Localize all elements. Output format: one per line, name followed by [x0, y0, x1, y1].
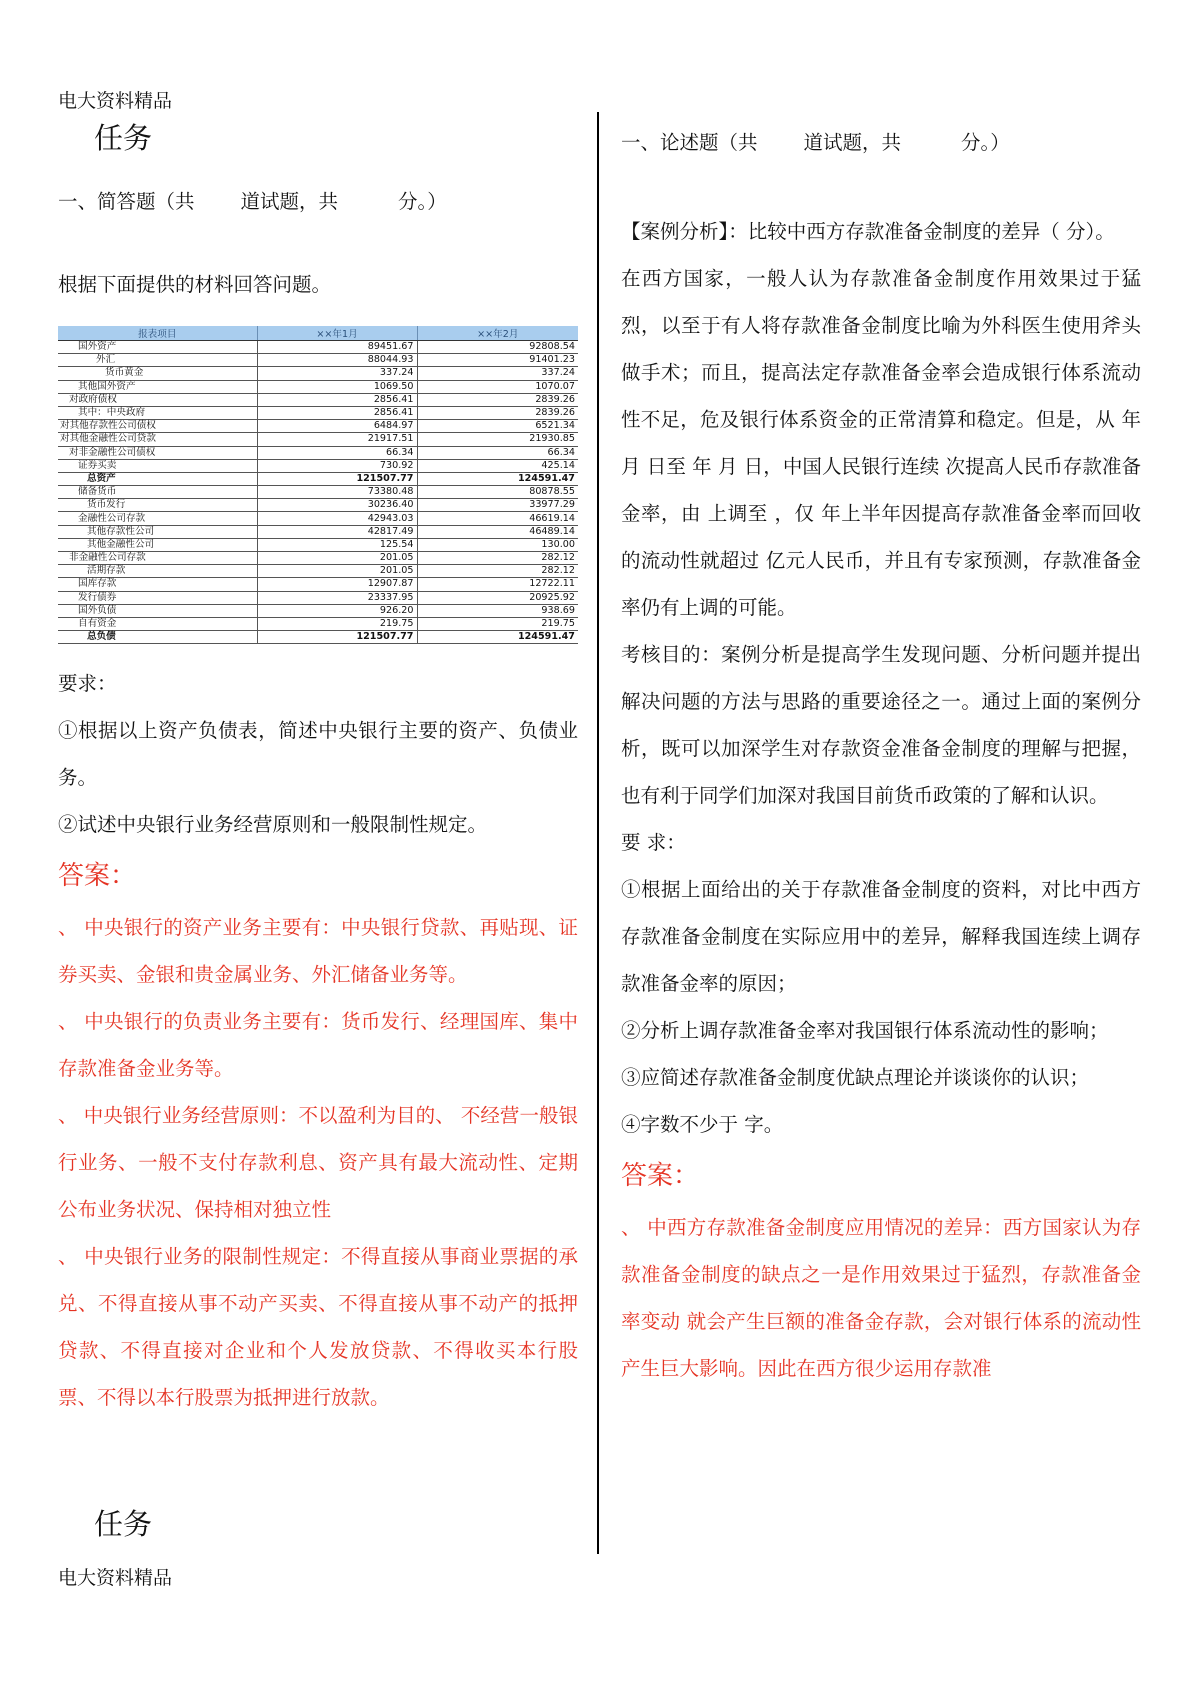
- right-column: [621, 119, 1141, 1392]
- row-value-feb: 2839.26: [417, 406, 578, 419]
- table-header-feb: ××年2月: [417, 326, 578, 341]
- table-row: [58, 420, 578, 433]
- row-value-jan: 121507.77: [257, 472, 417, 485]
- row-label: 货币发行: [58, 499, 257, 512]
- row-label: 证券买卖: [58, 459, 257, 472]
- page-header: 电大资料精品: [58, 90, 173, 112]
- row-value-feb: 124591.47: [417, 631, 578, 644]
- table-header-item: 报表项目: [58, 326, 257, 341]
- row-value-feb: 425.14: [417, 459, 578, 472]
- heading-part: 分。）: [961, 131, 1010, 154]
- answer-1: 、 中央银行的资产业务主要有：中央银行贷款、再贴现、证券买卖、金银和贵金属业务、外汇储备业务等。: [58, 916, 578, 987]
- row-value-jan: 2856.41: [257, 393, 417, 406]
- row-value-feb: 91401.23: [417, 354, 578, 367]
- row-value-jan: 42943.03: [257, 512, 417, 525]
- row-label: 其他存款性公司: [58, 525, 257, 538]
- row-value-jan: 201.05: [257, 565, 417, 578]
- row-label: 国库存款: [58, 578, 257, 591]
- row-value-jan: 30236.40: [257, 499, 417, 512]
- row-label: 总资产: [58, 472, 257, 485]
- heading-part: 一、论述题（共: [621, 131, 758, 154]
- requirement-4: ④字数不少于 字。: [621, 1113, 784, 1136]
- table-row: [58, 367, 578, 380]
- table-row: [58, 446, 578, 459]
- row-value-jan: 66.34: [257, 446, 417, 459]
- row-label: 对其他存款性公司债权: [58, 420, 257, 433]
- table-row: [58, 433, 578, 446]
- heading-part: 道试题，共: [240, 190, 339, 213]
- row-label: 发行债券: [58, 591, 257, 604]
- row-value-feb: 337.24: [417, 367, 578, 380]
- row-label: 国外负债: [58, 604, 257, 617]
- row-value-feb: 1070.07: [417, 380, 578, 393]
- heading-part: 分。）: [398, 190, 447, 213]
- table-row: [58, 393, 578, 406]
- page-footer: 电大资料精品: [58, 1567, 173, 1589]
- table-row: [58, 578, 578, 591]
- table-row: [58, 512, 578, 525]
- row-value-feb: 6521.34: [417, 420, 578, 433]
- row-value-feb: 219.75: [417, 617, 578, 630]
- row-label: 其中：中央政府: [58, 406, 257, 419]
- requirements-label: 要 求：: [621, 831, 686, 854]
- table-row: [58, 341, 578, 354]
- row-value-jan: 125.54: [257, 538, 417, 551]
- answer-3: 、 中央银行业务经营原则：不以盈利为目的、 不经营一般银行业务、一般不支付存款利息、资产具有最大流动性、定期公布业务状况、保持相对独立性: [58, 1104, 578, 1222]
- task-title-bottom: 任务: [94, 1507, 153, 1541]
- row-label: 非金融性公司存款: [58, 552, 257, 565]
- row-value-feb: 938.69: [417, 604, 578, 617]
- row-label: 金融性公司存款: [58, 512, 257, 525]
- row-value-feb: 33977.29: [417, 499, 578, 512]
- row-value-feb: 20925.92: [417, 591, 578, 604]
- row-value-jan: 88044.93: [257, 354, 417, 367]
- row-label: 其他国外资产: [58, 380, 257, 393]
- row-value-jan: 89451.67: [257, 341, 417, 354]
- left-column: [58, 178, 578, 1421]
- table-row: [58, 591, 578, 604]
- row-value-feb: 46489.14: [417, 525, 578, 538]
- row-value-jan: 21917.51: [257, 433, 417, 446]
- case-paragraph-2: 考核目的：案例分析是提高学生发现问题、分析问题并提出解决问题的方法与思路的重要途径之一。通过上面的案例分析，既可以加深学生对存款资金准备金制度的理解与把握，也有利于同学们加深对我国目前货币政策的了解和认识。: [621, 643, 1141, 807]
- answer-4: 、 中央银行业务的限制性规定：不得直接从事商业票据的承兑、不得直接从事不动产买卖、不得直接从事不动产的抵押贷款、不得直接对企业和个人发放贷款、不得收买本行股票、不得以本行股票为抵押进行放款。: [58, 1245, 578, 1410]
- row-value-feb: 2839.26: [417, 393, 578, 406]
- table-row: [58, 486, 578, 499]
- answer-label: 答案：: [58, 861, 137, 892]
- table-row: [58, 459, 578, 472]
- row-value-feb: 92808.54: [417, 341, 578, 354]
- left-section-heading: [58, 178, 578, 225]
- row-value-jan: 12907.87: [257, 578, 417, 591]
- table-row: [58, 499, 578, 512]
- balance-sheet-table: [58, 326, 578, 644]
- row-value-jan: 730.92: [257, 459, 417, 472]
- row-label: 总负债: [58, 631, 257, 644]
- table-row: [58, 538, 578, 551]
- row-value-feb: 124591.47: [417, 472, 578, 485]
- table-row: [58, 565, 578, 578]
- task-title-top: 任务: [94, 121, 153, 155]
- row-label: 国外资产: [58, 341, 257, 354]
- requirement-1: ①根据以上资产负债表，简述中央银行主要的资产、负债业务。: [58, 719, 578, 790]
- table-row: [58, 380, 578, 393]
- table-row: [58, 472, 578, 485]
- row-label: 货币黄金: [58, 367, 257, 380]
- table-header-row: [58, 326, 578, 341]
- row-value-feb: 66.34: [417, 446, 578, 459]
- row-label: 其他金融性公司: [58, 538, 257, 551]
- table-row: [58, 354, 578, 367]
- row-value-jan: 73380.48: [257, 486, 417, 499]
- row-label: 对其他金融性公司贷款: [58, 433, 257, 446]
- table-row: [58, 525, 578, 538]
- row-label: 对政府债权: [58, 393, 257, 406]
- requirement-3: ③应简述存款准备金制度优缺点理论并谈谈你的认识；: [621, 1066, 1090, 1089]
- row-label: 外汇: [58, 354, 257, 367]
- requirement-1: ①根据上面给出的关于存款准备金制度的资料，对比中西方存款准备金制度在实际应用中的差异，解释我国连续上调存款准备金率的原因；: [621, 878, 1141, 995]
- row-value-jan: 6484.97: [257, 420, 417, 433]
- table-row: [58, 406, 578, 419]
- row-value-jan: 42817.49: [257, 525, 417, 538]
- heading-part: 一、简答题（共: [58, 190, 195, 213]
- row-value-jan: 23337.95: [257, 591, 417, 604]
- row-value-jan: 121507.77: [257, 631, 417, 644]
- table-row: [58, 617, 578, 630]
- column-divider: [597, 112, 599, 1554]
- table-body: [58, 341, 578, 644]
- intro-text: 根据下面提供的材料回答问题。: [58, 273, 332, 296]
- requirements-label: 要求：: [58, 672, 117, 696]
- row-value-jan: 201.05: [257, 552, 417, 565]
- table-row: [58, 631, 578, 644]
- row-value-jan: 1069.50: [257, 380, 417, 393]
- case-title: 【案例分析】：比较中西方存款准备金制度的差异（ 分）。: [621, 220, 1115, 243]
- row-value-feb: 46619.14: [417, 512, 578, 525]
- answer-2: 、 中央银行的负责业务主要有：货币发行、经理国库、集中存款准备金业务等。: [58, 1010, 578, 1081]
- requirement-2: ②试述中央银行业务经营原则和一般限制性规定。: [58, 813, 488, 837]
- row-value-jan: 926.20: [257, 604, 417, 617]
- answer-1: 、 中西方存款准备金制度应用情况的差异：西方国家认为存款准备金制度的缺点之一是作用效果过于猛烈，存款准备金率变动 就会产生巨额的准备金存款，会对银行体系的流动性产生巨大影响。因此在西方很少运用存款准: [621, 1216, 1141, 1380]
- row-value-feb: 80878.55: [417, 486, 578, 499]
- table-header-jan: ××年1月: [257, 326, 417, 341]
- answer-label: 答案：: [621, 1161, 700, 1191]
- row-label: 自有资金: [58, 617, 257, 630]
- row-label: 活期存款: [58, 565, 257, 578]
- row-label: 储备货币: [58, 486, 257, 499]
- table-row: [58, 604, 578, 617]
- row-value-jan: 2856.41: [257, 406, 417, 419]
- row-value-feb: 282.12: [417, 552, 578, 565]
- requirement-2: ②分析上调存款准备金率对我国银行体系流动性的影响；: [621, 1019, 1109, 1042]
- row-value-jan: 337.24: [257, 367, 417, 380]
- row-value-feb: 12722.11: [417, 578, 578, 591]
- row-value-jan: 219.75: [257, 617, 417, 630]
- row-value-feb: 21930.85: [417, 433, 578, 446]
- right-section-heading: [621, 119, 1141, 166]
- row-value-feb: 282.12: [417, 565, 578, 578]
- heading-part: 道试题，共: [803, 131, 902, 154]
- row-label: 对非金融性公司债权: [58, 446, 257, 459]
- table-row: [58, 552, 578, 565]
- case-paragraph-1: 在西方国家，一般人认为存款准备金制度作用效果过于猛烈，以至于有人将存款准备金制度比喻为外科医生使用斧头做手术；而且，提高法定存款准备金率会造成银行体系流动性不足，危及银行体系资金的正常清算和稳定。但是，从 年 月 日至 年 月 日，中国人民银行连续 次提高人民币存款准备金率，由 上调至 ，仅 年上半年因提高存款准备金率而回收的流动性就超过 亿元人民币，并且有专家预测，存款准备金率仍有上调的可能。: [621, 267, 1141, 619]
- balance-sheet-table-wrap: [58, 326, 578, 644]
- row-value-feb: 130.00: [417, 538, 578, 551]
